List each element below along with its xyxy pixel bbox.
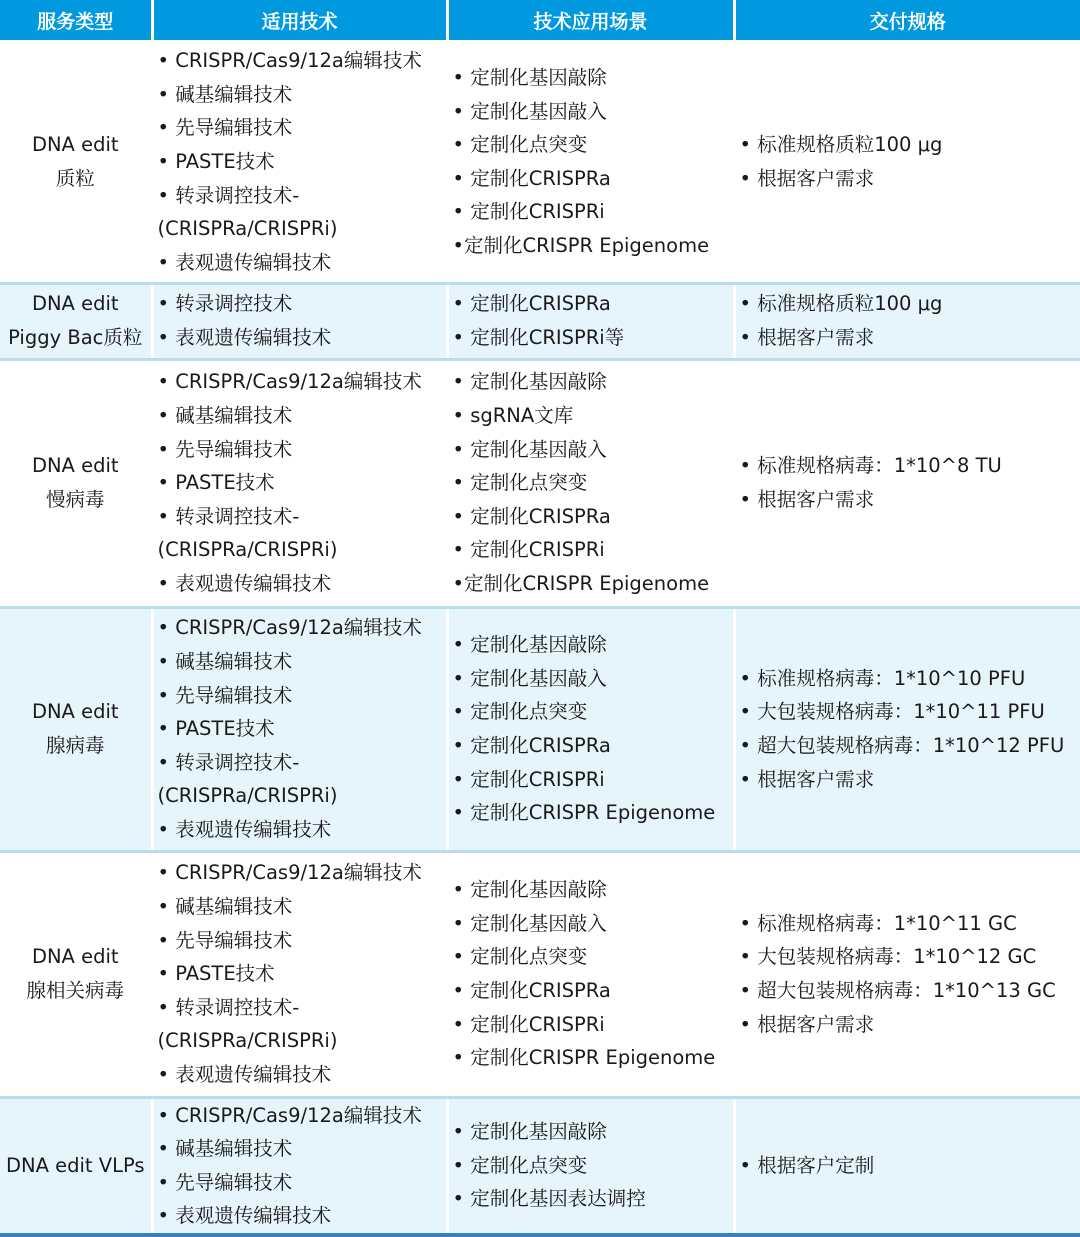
list-item: • 根据客户需求 — [739, 166, 875, 190]
list-item: • 表观遗传编辑技术 — [157, 1204, 332, 1228]
list-item: • 先导编辑技术 — [157, 1170, 293, 1194]
list-item: • 转录调控技术- — [157, 183, 300, 207]
list-item: • CRISPR/Cas9/12a编辑技术 — [157, 1103, 422, 1127]
list-item: • 定制化基因敲入 — [452, 666, 607, 690]
scenario-cell — [447, 283, 734, 359]
service-type-cell — [0, 41, 152, 283]
list-item: • 表观遗传编辑技术 — [157, 817, 332, 841]
header-service-type: 服务类型 — [0, 0, 152, 41]
scenario-cell — [447, 607, 734, 851]
list-item: • 定制化CRISPRa — [452, 292, 611, 316]
list-item: • 定制化CRISPRi等 — [452, 326, 625, 349]
service-name-line: Piggy Bac质粒 — [8, 326, 143, 349]
service-name-line: 腺相关病毒 — [26, 979, 124, 1002]
delivery-spec-cell — [734, 283, 1080, 359]
list-item: • CRISPR/Cas9/12a编辑技术 — [157, 49, 422, 73]
list-item: • 定制化CRISPR Epigenome — [452, 1046, 716, 1070]
list-item: • 定制化CRISPRi — [452, 538, 605, 562]
table-body — [0, 41, 1080, 1235]
technology-cell — [152, 1097, 447, 1235]
service-name-line: DNA edit — [31, 133, 119, 157]
list-item: • 定制化CRISPRi — [452, 200, 605, 224]
list-item: • 定制化基因敲除 — [452, 65, 607, 89]
table-row — [0, 41, 1080, 283]
list-item: • 标准规格病毒：1*10^11 GC — [739, 911, 1017, 935]
list-item: • 碱基编辑技术 — [157, 895, 293, 919]
list-item: • 转录调控技术- — [157, 750, 300, 774]
list-item: • 定制化点突变 — [452, 471, 588, 495]
list-item: • 表观遗传编辑技术 — [157, 1062, 332, 1086]
list-item: • 定制化基因敲除 — [452, 633, 607, 657]
list-item: • 定制化基因表达调控 — [452, 1187, 646, 1211]
table-row — [0, 283, 1080, 359]
service-name-line: DNA edit — [31, 945, 119, 969]
list-item: • 标准规格质粒100 μg — [739, 133, 943, 157]
technology-cell — [152, 41, 447, 283]
service-type-cell — [0, 607, 152, 851]
list-item: • 转录调控技术 — [157, 292, 293, 316]
list-item: • 定制化基因敲除 — [452, 370, 607, 394]
list-item: • PASTE技术 — [157, 471, 275, 495]
list-item: • 超大包装规格病毒：1*10^12 PFU — [739, 734, 1065, 757]
list-item: • 表观遗传编辑技术 — [157, 571, 332, 595]
delivery-spec-cell — [734, 851, 1080, 1097]
list-item: • 先导编辑技术 — [157, 683, 293, 707]
list-item: • 根据客户需求 — [739, 1012, 875, 1036]
service-name-line: DNA edit VLPs — [5, 1153, 145, 1177]
list-item: • 转录调控技术- — [157, 504, 300, 528]
service-type-cell — [0, 851, 152, 1097]
delivery-spec-cell — [734, 607, 1080, 851]
list-item: • CRISPR/Cas9/12a编辑技术 — [157, 616, 422, 640]
table-header-row — [0, 0, 1080, 41]
list-item: • 定制化点突变 — [452, 700, 588, 724]
list-item: (CRISPRa/CRISPRi) — [157, 784, 338, 808]
list-item: • 标准规格病毒：1*10^8 TU — [739, 454, 1002, 478]
list-item: • 定制化CRISPRi — [452, 1012, 605, 1036]
list-item: • 碱基编辑技术 — [157, 650, 293, 674]
list-item: • 定制化基因敲入 — [452, 99, 607, 123]
list-item: • sgRNA文库 — [452, 404, 574, 428]
list-item: • 定制化基因敲除 — [452, 1120, 607, 1144]
service-name-line: DNA edit — [31, 454, 119, 478]
list-item: • 碱基编辑技术 — [157, 404, 293, 428]
service-type-cell — [0, 1097, 152, 1235]
list-item: • 表观遗传编辑技术 — [157, 250, 332, 274]
scenario-cell — [447, 359, 734, 607]
table-row — [0, 851, 1080, 1097]
list-item: • 定制化基因敲入 — [452, 437, 607, 461]
list-item: • 碱基编辑技术 — [157, 1137, 293, 1161]
scenario-cell — [447, 851, 734, 1097]
list-item: • 大包装规格病毒：1*10^11 PFU — [739, 700, 1045, 724]
technology-cell — [152, 607, 447, 851]
technology-cell — [152, 359, 447, 607]
service-type-cell — [0, 359, 152, 607]
list-item: • 标准规格质粒100 μg — [739, 292, 943, 316]
list-item: • 超大包装规格病毒：1*10^13 GC — [739, 979, 1056, 1002]
list-item: •定制化CRISPR Epigenome — [452, 233, 710, 257]
table-row — [0, 359, 1080, 607]
service-name-line: DNA edit — [31, 292, 119, 316]
list-item: • 根据客户需求 — [739, 488, 875, 511]
list-item: • 碱基编辑技术 — [157, 82, 293, 106]
list-item: •定制化CRISPR Epigenome — [452, 571, 710, 595]
list-item: • 定制化CRISPRa — [452, 166, 611, 190]
list-item: (CRISPRa/CRISPRi) — [157, 1029, 338, 1053]
service-name-line: 腺病毒 — [45, 734, 105, 757]
list-item: • 定制化CRISPRi — [452, 767, 605, 791]
list-item: • 定制化基因敲除 — [452, 878, 607, 902]
service-name-line: DNA edit — [31, 700, 119, 724]
table-row — [0, 1097, 1080, 1235]
header-technology: 适用技术 — [152, 0, 447, 41]
list-item: • PASTE技术 — [157, 149, 275, 173]
delivery-spec-cell — [734, 41, 1080, 283]
header-application-scenarios: 技术应用场景 — [447, 0, 734, 41]
list-item: • 根据客户定制 — [739, 1153, 875, 1177]
list-item: • PASTE技术 — [157, 962, 275, 986]
delivery-spec-cell — [734, 1097, 1080, 1235]
list-item: • 标准规格病毒：1*10^10 PFU — [739, 666, 1026, 690]
list-item: • CRISPR/Cas9/12a编辑技术 — [157, 370, 422, 394]
delivery-spec-cell — [734, 359, 1080, 607]
list-item: • 先导编辑技术 — [157, 928, 293, 952]
list-item: • 表观遗传编辑技术 — [157, 326, 332, 349]
technology-cell — [152, 851, 447, 1097]
list-item: • 定制化CRISPRa — [452, 979, 611, 1002]
scenario-cell — [447, 1097, 734, 1235]
list-item: • 先导编辑技术 — [157, 437, 293, 461]
technology-cell — [152, 283, 447, 359]
list-item: • 根据客户需求 — [739, 767, 875, 791]
scenario-cell — [447, 41, 734, 283]
service-name-line: 质粒 — [55, 166, 95, 190]
list-item: • 定制化CRISPR Epigenome — [452, 801, 716, 825]
list-item: • 定制化CRISPRa — [452, 504, 611, 528]
list-item: • 定制化点突变 — [452, 1153, 588, 1177]
table-row — [0, 607, 1080, 851]
header-delivery-specs: 交付规格 — [734, 0, 1080, 41]
list-item: (CRISPRa/CRISPRi) — [157, 538, 338, 562]
list-item: • 大包装规格病毒：1*10^12 GC — [739, 945, 1037, 969]
list-item: • PASTE技术 — [157, 717, 275, 741]
service-type-cell — [0, 283, 152, 359]
list-item: • 定制化基因敲入 — [452, 911, 607, 935]
list-item: (CRISPRa/CRISPRi) — [157, 217, 338, 241]
list-item: • 定制化CRISPRa — [452, 734, 611, 757]
list-item: • CRISPR/Cas9/12a编辑技术 — [157, 861, 422, 885]
list-item: • 转录调控技术- — [157, 995, 300, 1019]
list-item: • 根据客户需求 — [739, 326, 875, 349]
list-item: • 定制化点突变 — [452, 133, 588, 157]
list-item: • 定制化点突变 — [452, 945, 588, 969]
list-item: • 先导编辑技术 — [157, 116, 293, 140]
service-name-line: 慢病毒 — [45, 488, 105, 511]
